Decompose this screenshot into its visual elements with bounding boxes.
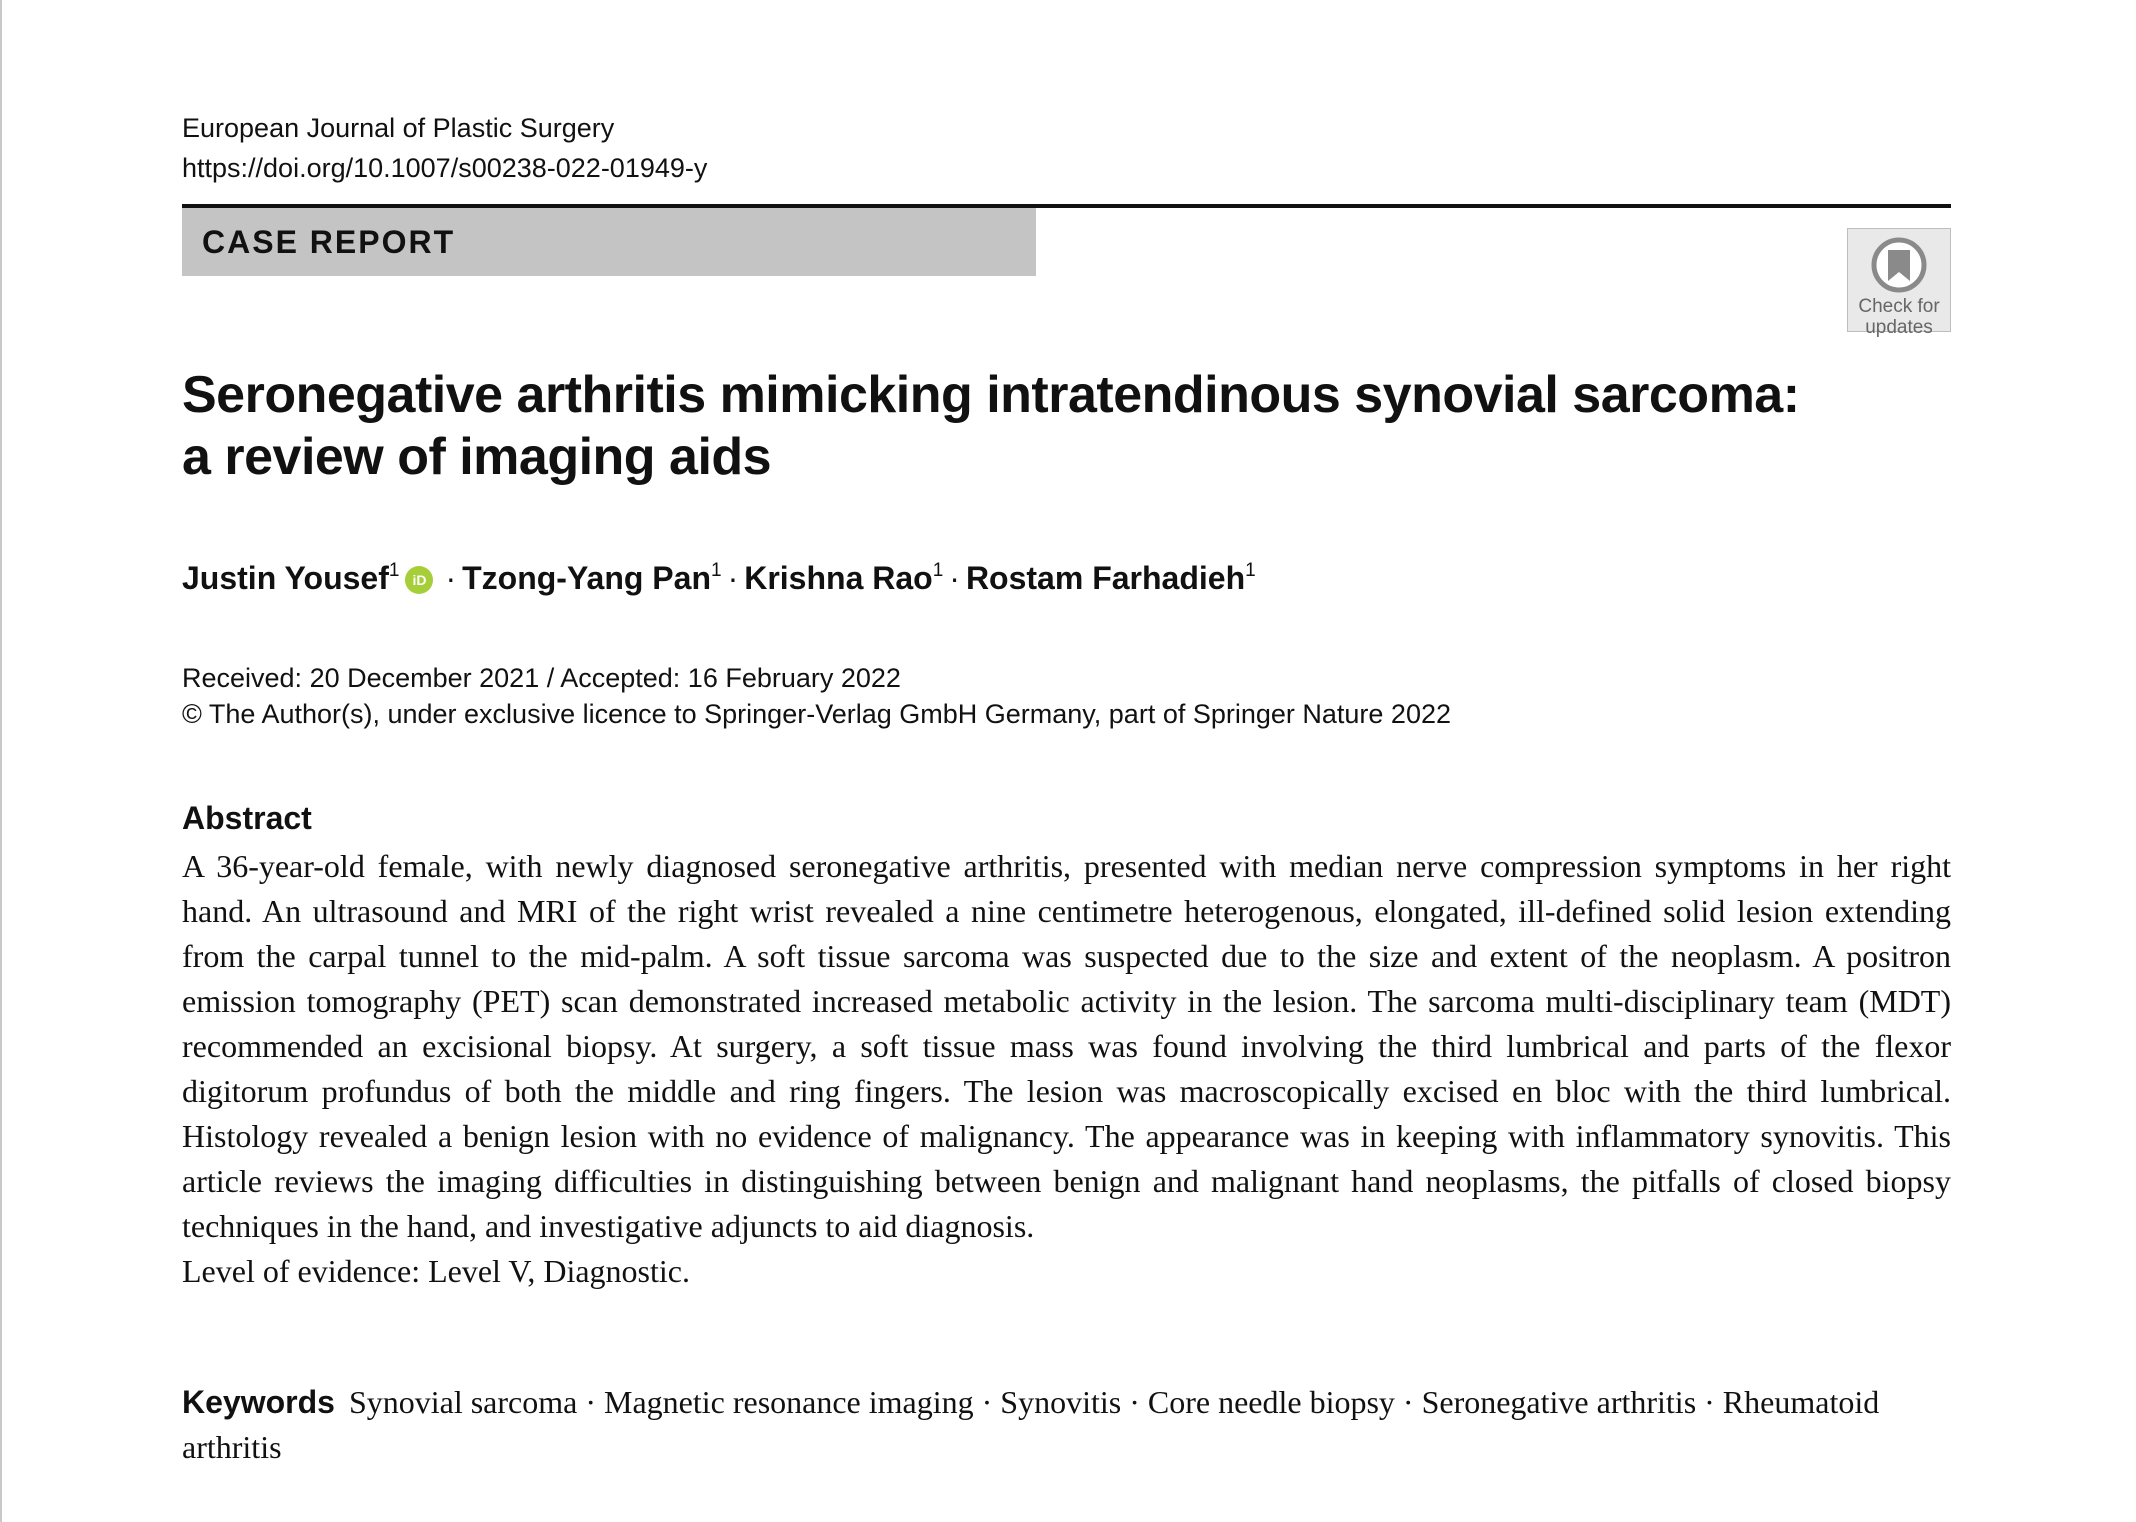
orcid-icon[interactable]: iD bbox=[405, 566, 433, 594]
article-first-page bbox=[182, 0, 1951, 1522]
keywords-section bbox=[182, 1380, 1951, 1470]
author-name[interactable]: Krishna Rao bbox=[744, 560, 933, 596]
author-name[interactable]: Tzong-Yang Pan bbox=[462, 560, 711, 596]
publication-dates bbox=[182, 660, 1451, 732]
page-left-border bbox=[0, 0, 2, 1522]
doi-link[interactable]: https://doi.org/10.1007/s00238-022-01949-y bbox=[182, 153, 708, 183]
author-list bbox=[182, 548, 1256, 608]
abstract-heading: Abstract bbox=[182, 800, 312, 836]
journal-header bbox=[182, 108, 707, 188]
received-accepted-dates: Received: 20 December 2021 / Accepted: 16 February 2022 bbox=[182, 663, 901, 693]
crossmark-icon bbox=[1869, 235, 1929, 295]
author-affiliation: 1 bbox=[710, 560, 722, 581]
author-affiliation: 1 bbox=[1245, 560, 1256, 581]
author-name[interactable]: Rostam Farhadieh bbox=[965, 560, 1246, 596]
article-type-label: CASE REPORT bbox=[202, 224, 456, 260]
article-title bbox=[182, 364, 1951, 488]
article-type-band bbox=[182, 208, 1036, 276]
title-line-2: a review of imaging aids bbox=[182, 428, 772, 486]
author-affiliation: 1 bbox=[932, 560, 944, 581]
author-name[interactable]: Justin Yousef bbox=[182, 560, 389, 596]
level-of-evidence: Level of evidence: Level V, Diagnostic. bbox=[182, 1253, 690, 1289]
journal-name: European Journal of Plastic Surgery bbox=[182, 113, 615, 143]
keywords-list: Synovial sarcoma · Magnetic resonance imaging · Synovitis · Core needle biopsy · Seronegative arthritis · Rheumatoid arthritis bbox=[182, 1384, 1880, 1465]
keywords-label: Keywords bbox=[182, 1384, 335, 1420]
author-separator: · bbox=[949, 560, 960, 596]
copyright-notice: © The Author(s), under exclusive licence to Springer-Verlag GmbH Germany, part of Springer Nature 2022 bbox=[182, 699, 1451, 729]
author-separator: · bbox=[445, 560, 457, 596]
check-for-updates-line2: updates bbox=[1865, 317, 1933, 338]
abstract-body bbox=[182, 844, 1951, 1294]
author-separator: · bbox=[727, 560, 739, 596]
check-for-updates-button[interactable] bbox=[1847, 228, 1951, 338]
title-line-1: Seronegative arthritis mimicking intratendinous synovial sarcoma: bbox=[182, 366, 1800, 424]
abstract-text: A 36-year-old female, with newly diagnosed seronegative arthritis, presented with median nerve compression symptoms in her right hand. An ultrasound and MRI of the right wrist revealed a nine centimetre heterogenous, elongated, ill-defined solid lesion extending from the carpal tunnel to the mid-palm. A soft tissue sarcoma was suspected due to the size and extent of the neoplasm. A positron emission tomography (PET) scan demonstrated increased metabolic activity in the lesion. The sarcoma multi-disciplinary team (MDT) recommended an excisional biopsy. At surgery, a soft tissue mass was found involving the third lumbrical and parts of the flexor digitorum profundus of both the middle and ring fingers. The lesion was macroscopically excised en bloc with the third lumbrical. Histology revealed a benign lesion with no evidence of malignancy. The appearance was in keeping with inflammatory synovitis. This article reviews the imaging difficulties in distinguishing between benign and malignant hand neoplasms, the pitfalls of closed biopsy techniques in the hand, and investigative adjuncts to aid diagnosis. bbox=[182, 848, 1951, 1244]
author-affiliation: 1 bbox=[388, 560, 400, 581]
check-for-updates-line1: Check for bbox=[1858, 296, 1940, 317]
